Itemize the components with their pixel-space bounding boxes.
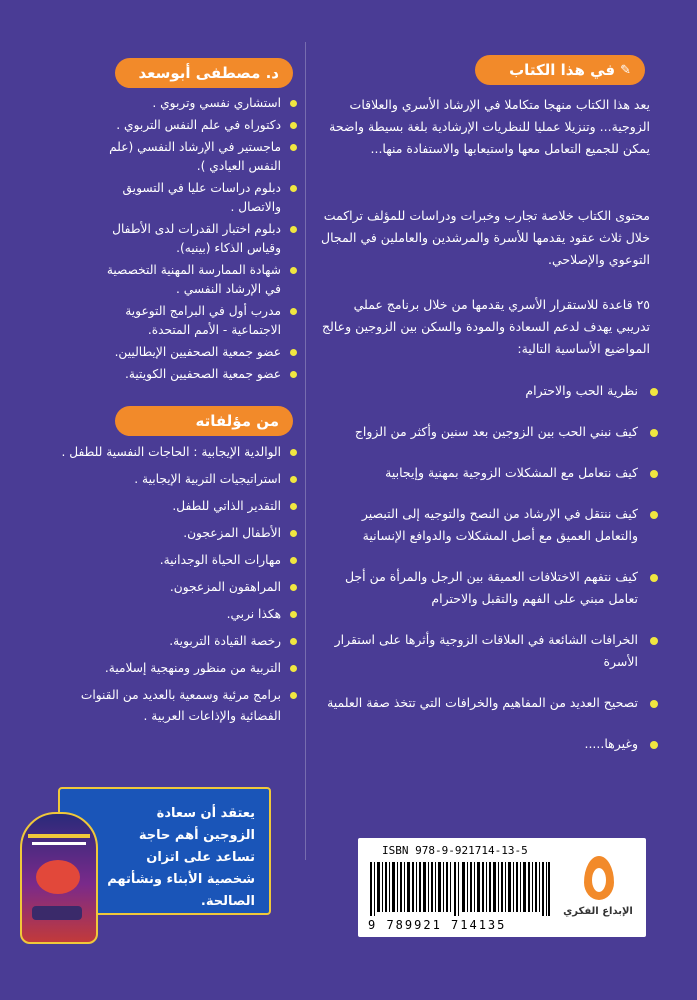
bullet-icon: [290, 584, 297, 591]
list-item: [40, 523, 297, 544]
publisher-logo: [562, 852, 634, 932]
list-item: [40, 631, 297, 652]
cover-base: [32, 906, 82, 920]
heart-icon: [36, 860, 80, 894]
list-item: [40, 577, 297, 598]
bullet-icon: [650, 511, 658, 519]
list-item: [40, 469, 297, 490]
credential-text: مدرب أول في البرامج التوعوية الاجتماعية - الأمم المتحدة.: [125, 304, 281, 337]
list-item: [105, 302, 297, 340]
quote-text: يعتقد أن سعادة الزوجين أهم حاجة تساعد على اتزان شخصية الأبناء ونشأتهم الصالحة.: [107, 806, 255, 909]
works-heading-text: من مؤلفاته: [195, 412, 279, 430]
credential-text: دكتوراه في علم النفس التربوي .: [116, 118, 281, 132]
work-text: رخصة القيادة التربوية.: [169, 634, 281, 648]
bullet-icon: [650, 388, 658, 396]
work-text: التربية من منظور ومنهجية إسلامية.: [104, 661, 281, 675]
list-item: [105, 138, 297, 176]
bullet-icon: [290, 557, 297, 564]
list-item: [105, 116, 297, 135]
bullet-icon: [290, 308, 297, 315]
credential-text: عضو جمعية الصحفيين الكويتية.: [124, 367, 281, 381]
bullet-icon: [650, 470, 658, 478]
book-cover-thumbnail: [20, 812, 98, 944]
bullet-icon: [290, 638, 297, 645]
work-text: الأطفال المزعجون.: [183, 526, 281, 540]
about-paragraph-3-text: ٢٥ قاعدة للاستقرار الأسري يقدمها من خلال برنامج عملي تدريبي يهدف لدعم السعادة والمودة والسكن بين الزوجين وعالج المواضيع الأساسية التالية:: [321, 297, 650, 356]
publisher-name: الإبداع الفكري: [563, 906, 633, 917]
work-text: برامج مرئية وسمعية بالعديد من القنوات الفضائية والإذاعات العربية .: [80, 688, 281, 723]
list-item: [40, 685, 297, 727]
cover-title-band: [28, 834, 90, 838]
bullet-icon: [290, 530, 297, 537]
topics-list: [318, 380, 658, 774]
bullet-icon: [290, 449, 297, 456]
work-text: المراهقون المزعجون.: [169, 580, 281, 594]
work-text: مهارات الحياة الوجدانية.: [159, 553, 281, 567]
bullet-icon: [290, 611, 297, 618]
isbn-text: ISBN 978-9-921714-13-5: [382, 844, 528, 857]
bullet-icon: [290, 349, 297, 356]
list-item: [318, 733, 658, 755]
credential-text: ماجستير في الإرشاد النفسي (علم النفس العيادي ).: [109, 140, 281, 173]
bullet-icon: [650, 429, 658, 437]
works-list: [40, 442, 297, 733]
barcode-panel: [358, 838, 646, 937]
topic-text: كيف نبني الحب بين الزوجين بعد سنين وأكثر من الزواج: [354, 424, 638, 439]
topic-text: تصحيح العديد من المفاهيم والخرافات التي تتخذ صفة العلمية: [327, 695, 638, 710]
bullet-icon: [650, 741, 658, 749]
list-item: [318, 566, 658, 610]
bullet-icon: [650, 637, 658, 645]
barcode-icon: [370, 862, 550, 916]
section-heading-author: [115, 58, 293, 88]
work-text: التقدير الذاتي للطفل.: [172, 499, 281, 513]
about-paragraph-2: [318, 205, 650, 271]
list-item: [318, 380, 658, 402]
work-text: هكذا نربي.: [226, 607, 281, 621]
bullet-icon: [290, 503, 297, 510]
list-item: [40, 604, 297, 625]
list-item: [318, 692, 658, 714]
list-item: [318, 503, 658, 547]
credential-text: دبلوم اختبار القدرات لدى الأطفال وقياس الذكاء (بينيه).: [112, 222, 281, 255]
about-heading-text: في هذا الكتاب: [509, 61, 616, 79]
bullet-icon: [650, 700, 658, 708]
section-heading-works: [115, 406, 293, 436]
list-item: [318, 462, 658, 484]
about-paragraph-2-text: محتوى الكتاب خلاصة تجارب وخبرات ودراسات للمؤلف تراكمت خلال ثلاث عقود يقدمها للأسرة والمرشدين والعاملين في المجال التوعوي والإصلاحي.: [321, 208, 650, 267]
topic-text: وغيرها.....: [584, 736, 638, 751]
cover-subtitle-band: [32, 842, 86, 845]
bullet-icon: [290, 122, 297, 129]
list-item: [105, 365, 297, 384]
barcode-digits: 9 789921 714135: [368, 918, 507, 932]
column-divider: [305, 42, 306, 860]
bullet-icon: [290, 100, 297, 107]
author-credentials-list: [105, 94, 297, 387]
credential-text: دبلوم دراسات عليا في التسويق والاتصال .: [122, 181, 281, 214]
bullet-icon: [290, 185, 297, 192]
about-paragraph-1-text: يعد هذا الكتاب منهجا متكاملا في الإرشاد الأسري والعلاقات الزوجية... وتنزيلا عمليا للنظريات الإرشادية بلغة بسيطة واضحة يمكن للجميع التعامل معها واستيعابها والاستفادة منها...: [329, 97, 650, 156]
bullet-icon: [290, 476, 297, 483]
flame-inner: [592, 868, 606, 892]
list-item: [40, 658, 297, 679]
list-item: [318, 421, 658, 443]
topic-text: نظرية الحب والاحترام: [525, 383, 638, 398]
credential-text: عضو جمعية الصحفيين الإيطاليين.: [114, 345, 281, 359]
bullet-icon: [650, 574, 658, 582]
list-item: [105, 220, 297, 258]
topic-text: كيف ننتقل في الإرشاد من النصح والتوجيه إلى التبصير والتعامل العميق مع أصل المشكلات والدوافع الإنسانية: [361, 506, 638, 543]
bullet-icon: [290, 371, 297, 378]
topic-text: الخرافات الشائعة في العلاقات الزوجية وأثرها على استقرار الأسرة: [334, 632, 638, 669]
about-paragraph-1: [318, 94, 650, 160]
bullet-icon: [290, 665, 297, 672]
work-text: الوالدية الإيجابية : الحاجات النفسية للطفل .: [61, 445, 281, 459]
topic-text: كيف نتعامل مع المشكلات الزوجية بمهنية وإيجابية: [385, 465, 638, 480]
book-icon: ✎: [620, 62, 631, 78]
bullet-icon: [290, 144, 297, 151]
work-text: استراتيجيات التربية الإيجابية .: [134, 472, 281, 486]
bullet-icon: [290, 267, 297, 274]
about-paragraph-3: [318, 294, 650, 360]
list-item: [318, 629, 658, 673]
list-item: [40, 442, 297, 463]
list-item: [105, 179, 297, 217]
list-item: [105, 94, 297, 113]
list-item: [105, 261, 297, 299]
list-item: [40, 496, 297, 517]
bullet-icon: [290, 226, 297, 233]
list-item: [40, 550, 297, 571]
credential-text: شهادة الممارسة المهنية التخصصية في الإرشاد النفسي .: [106, 263, 281, 296]
credential-text: استشاري نفسي وتربوي .: [152, 96, 281, 110]
author-heading-text: د. مصطفى أبوسعد: [138, 64, 279, 82]
list-item: [105, 343, 297, 362]
topic-text: كيف نتفهم الاختلافات العميقة بين الرجل والمرأة من أجل تعامل مبني على الفهم والتقبل والاحترام: [344, 569, 638, 606]
bullet-icon: [290, 692, 297, 699]
section-heading-about: [475, 55, 645, 85]
